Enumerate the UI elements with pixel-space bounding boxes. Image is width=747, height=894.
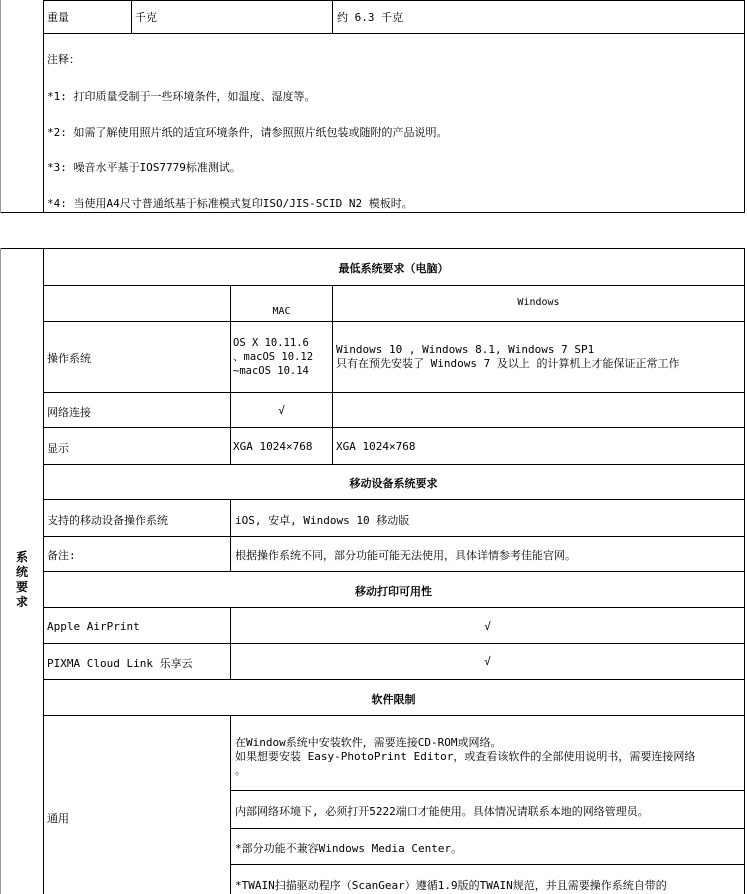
weight-unit: 千克 bbox=[135, 11, 157, 24]
software-note-3: *部分功能不兼容Windows Media Center。 bbox=[235, 842, 463, 855]
general-label: 通用 bbox=[47, 812, 69, 825]
os-mac: OS X 10.11.6 、macOS 10.12 ~macOS 10.14 bbox=[233, 337, 314, 377]
software-note-4: *TWAIN扫描驱动程序（ScanGear）遵循1.9版的TWAIN规范，并且需要操作系统自带的 bbox=[235, 879, 667, 892]
col-mac: MAC bbox=[272, 306, 291, 317]
note-3: *3: 噪音水平基于IOS7779标准测试。 bbox=[47, 161, 241, 174]
software-note-2: 内部网络环境下, 必须打开5222端口才能使用。具体情况请联系本地的网络管理员。 bbox=[235, 805, 649, 818]
note-4: *4: 当使用A4尺寸普通纸基于标准模式复印ISO/JIS-SCID N2 模板时。 bbox=[47, 197, 413, 210]
note-2: *2: 如需了解使用照片纸的适宜环境条件，请参照照片纸包装或随附的产品说明。 bbox=[47, 126, 448, 139]
software-note-1: 在Window系统中安装软件，需要连接CD-ROM或网络。 如果想要安装 Easy-PhotoPrint Editor，或查看该软件的全部使用说明书，需要连接网络 。 bbox=[235, 736, 696, 777]
display-mac: XGA 1024×768 bbox=[233, 440, 313, 453]
cloud-link-check: √ bbox=[484, 655, 491, 668]
network-mac-check: √ bbox=[278, 404, 285, 417]
airprint-check: √ bbox=[484, 620, 491, 633]
pc-requirements-header: 最低系统要求（电脑） bbox=[338, 262, 449, 275]
notes-title: 注释： bbox=[47, 53, 80, 66]
network-label: 网络连接 bbox=[47, 406, 91, 419]
os-windows: Windows 10 , Windows 8.1, Windows 7 SP1 只有在预先安装了 Windows 7 及以上 的计算机上才能保证正常工作 bbox=[336, 343, 680, 370]
mobile-requirements-header: 移动设备系统要求 bbox=[349, 477, 438, 490]
mobile-os-label: 支持的移动设备操作系统 bbox=[47, 514, 168, 527]
airprint-label: Apple AirPrint bbox=[47, 620, 140, 633]
col-windows: Windows bbox=[517, 297, 560, 308]
software-header: 软件限制 bbox=[371, 693, 416, 706]
note-1: *1: 打印质量受制于一些环境条件，如温度、湿度等。 bbox=[47, 90, 316, 103]
side-label: 系 统 要 求 bbox=[15, 550, 28, 609]
weight-label: 重量 bbox=[47, 11, 69, 24]
remark-label: 备注: bbox=[47, 549, 76, 562]
display-label: 显示 bbox=[47, 442, 69, 455]
display-windows: XGA 1024×768 bbox=[336, 440, 416, 453]
mobile-os-value: iOS, 安卓, Windows 10 移动版 bbox=[235, 514, 410, 527]
cloud-link-label: PIXMA Cloud Link 乐享云 bbox=[47, 657, 193, 670]
weight-value: 约 6.3 千克 bbox=[337, 11, 404, 24]
mobile-print-header: 移动打印可用性 bbox=[355, 585, 432, 598]
os-label: 操作系统 bbox=[47, 352, 91, 365]
remark-value: 根据操作系统不同，部分功能可能无法使用，具体详情参考佳能官网。 bbox=[235, 549, 576, 562]
